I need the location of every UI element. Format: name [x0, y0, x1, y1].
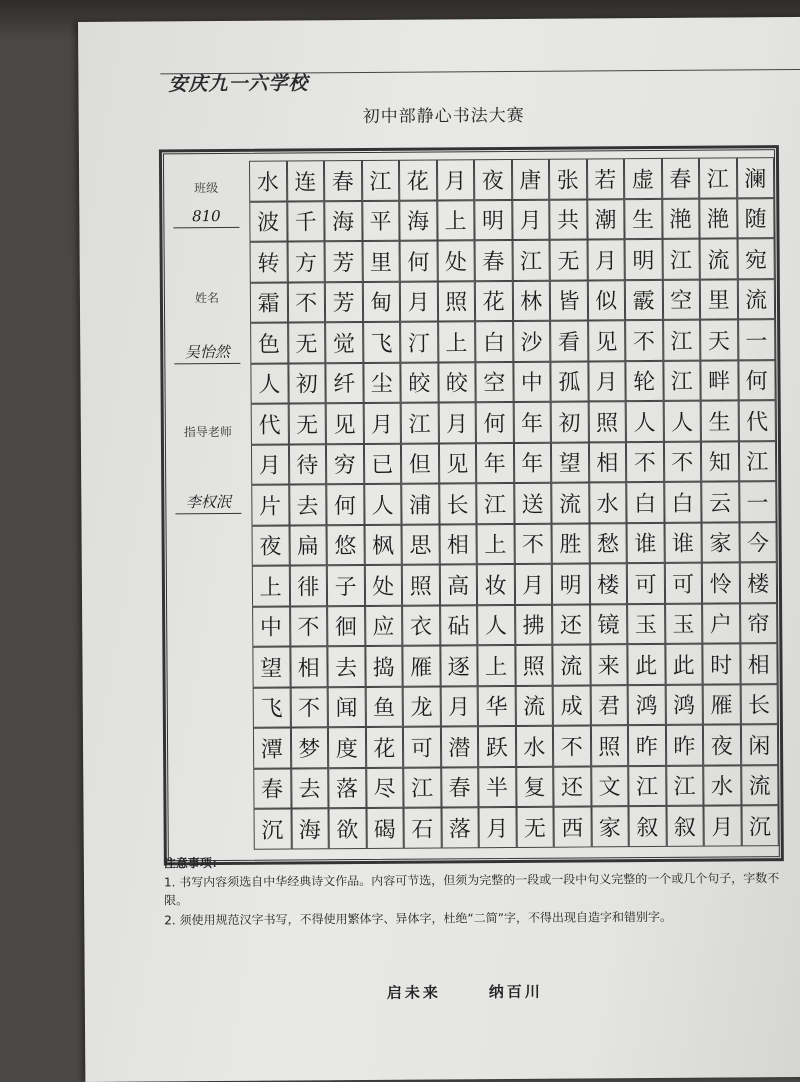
grid-cell: 觉 — [325, 322, 363, 363]
grid-cell: 龙 — [403, 686, 441, 727]
calligraphy-sheet — [78, 17, 800, 1082]
grid-cell: 虚 — [624, 158, 662, 199]
grid-cell: 月 — [363, 403, 401, 444]
grid-cell: 还 — [553, 766, 591, 807]
slogan-right: 纳百川 — [488, 982, 543, 1002]
grid-cell: 雁 — [402, 645, 440, 686]
grid-cell: 去 — [327, 646, 365, 687]
grid-cell: 方 — [287, 241, 325, 282]
grid-cell: 此 — [627, 644, 665, 685]
grid-cell: 流 — [741, 765, 779, 806]
grid-cell: 上 — [477, 645, 515, 686]
grid-cell: 捣 — [365, 646, 403, 687]
contest-title: 初中部静心书法大赛 — [362, 105, 525, 128]
grid-cell: 明 — [552, 563, 590, 604]
grid-cell: 白 — [626, 482, 664, 523]
grid-cell: 时 — [702, 643, 740, 684]
grid-cell: 扁 — [289, 525, 327, 566]
grid-cell: 流 — [737, 279, 775, 320]
grid-cell: 春 — [441, 767, 479, 808]
grid-cell: 不 — [514, 523, 552, 564]
grid-cell: 滟 — [662, 198, 700, 239]
grid-cell: 看 — [550, 320, 588, 361]
grid-cell: 不 — [553, 725, 591, 766]
grid-cell: 来 — [590, 644, 628, 685]
grid-cell: 见 — [588, 320, 626, 361]
grid-cell: 闲 — [740, 724, 778, 765]
grid-cell: 上 — [437, 200, 475, 241]
grid-cell: 落 — [328, 768, 366, 809]
grid-cell: 文 — [591, 766, 629, 807]
info-column — [163, 153, 254, 862]
grid-cell: 江 — [663, 360, 701, 401]
grid-cell: 江 — [401, 402, 439, 443]
grid-cell: 徘 — [289, 565, 327, 606]
grid-cell: 江 — [628, 765, 666, 806]
grid-cell: 何 — [738, 360, 776, 401]
grid-cell: 思 — [402, 524, 440, 565]
grid-cell: 跃 — [478, 726, 516, 767]
slogan-left: 启未来 — [386, 983, 441, 1002]
grid-cell: 水 — [249, 161, 287, 202]
name-label: 姓名 — [194, 291, 219, 306]
grid-cell: 飞 — [253, 687, 291, 728]
grid-cell: 闻 — [328, 687, 366, 728]
teacher-underline — [175, 513, 241, 514]
grid-cell: 水 — [589, 482, 627, 523]
grid-cell: 云 — [701, 481, 739, 522]
grid-cell: 江 — [663, 320, 701, 361]
grid-cell: 春 — [475, 240, 513, 281]
grid-cell: 年 — [476, 442, 514, 483]
grid-cell: 代 — [251, 404, 289, 445]
grid-cell: 花 — [399, 160, 437, 201]
grid-cell: 帘 — [740, 603, 778, 644]
notes-heading: 注意事项： — [163, 856, 224, 871]
teacher-value: 李权泯 — [185, 492, 231, 512]
grid-cell: 拂 — [515, 604, 553, 645]
grid-cell: 里 — [362, 241, 400, 282]
grid-cell: 华 — [478, 685, 516, 726]
grid-cell: 照 — [588, 401, 626, 442]
grid-cell: 应 — [365, 605, 403, 646]
grid-cell: 悠 — [327, 525, 365, 566]
grid-cell: 无 — [516, 807, 554, 848]
grid-cell: 芳 — [325, 241, 363, 282]
grid-cell: 天 — [700, 319, 738, 360]
grid-cell: 上 — [252, 566, 290, 607]
grid-cell: 去 — [289, 484, 327, 525]
grid-cell: 昨 — [628, 725, 666, 766]
grid-cell: 人 — [250, 363, 288, 404]
grid-cell: 生 — [624, 198, 662, 239]
grid-cell: 户 — [702, 603, 740, 644]
grid-cell: 人 — [626, 401, 664, 442]
grid-cell: 妆 — [477, 564, 515, 605]
grid-cell: 春 — [253, 768, 291, 809]
grid-cell: 月 — [514, 564, 552, 605]
grid-cell: 鸿 — [665, 684, 703, 725]
grid-cell: 落 — [441, 807, 479, 848]
grid-cell: 照 — [515, 645, 553, 686]
grid-cell: 无 — [288, 322, 326, 363]
grid-cell: 已 — [363, 443, 401, 484]
grid-cell: 江 — [662, 239, 700, 280]
grid-cell: 似 — [587, 280, 625, 321]
grid-cell: 照 — [590, 725, 628, 766]
grid-cell: 春 — [324, 160, 362, 201]
grid-cell: 波 — [249, 201, 287, 242]
grid-cell: 月 — [438, 402, 476, 443]
grid-cell: 砧 — [440, 605, 478, 646]
school-name: 安庆九一六学校 — [168, 72, 309, 96]
grid-cell: 年 — [513, 442, 551, 483]
grid-cell: 片 — [251, 485, 289, 526]
grid-cell: 胜 — [552, 523, 590, 564]
grid-cell: 尽 — [366, 767, 404, 808]
grid-cell: 不 — [625, 320, 663, 361]
grid-cell: 枫 — [364, 524, 402, 565]
grid-cell: 人 — [364, 484, 402, 525]
grid-cell: 高 — [439, 564, 477, 605]
grid-cell: 明 — [474, 199, 512, 240]
grid-cell: 可 — [627, 563, 665, 604]
grid-cell: 梦 — [290, 727, 328, 768]
grid-cell: 家 — [591, 806, 629, 847]
grid-cell: 皎 — [400, 362, 438, 403]
grid-cell: 海 — [324, 201, 362, 242]
grid-cell: 镜 — [590, 604, 628, 645]
grid-cell: 甸 — [362, 281, 400, 322]
grid-cell: 潭 — [253, 728, 291, 769]
grid-cell: 一 — [739, 481, 777, 522]
grid-cell: 楼 — [589, 563, 627, 604]
grid-cell: 叙 — [666, 806, 704, 847]
grid-cell: 尘 — [363, 362, 401, 403]
grid-cell: 夜 — [703, 724, 741, 765]
grid-cell: 皆 — [550, 280, 588, 321]
grid-cell: 鸿 — [628, 684, 666, 725]
note-item-1: 1. 书写内容须选自中华经典诗文作品。内容可节选，但须为完整的一段或一段中句义完整的一个或几个句子，字数不限。 — [163, 871, 780, 908]
grid-cell: 子 — [327, 565, 365, 606]
grid-cell: 可 — [664, 563, 702, 604]
grid-cell: 长 — [740, 684, 778, 725]
grid-cell: 潮 — [587, 199, 625, 240]
grid-cell: 流 — [552, 644, 590, 685]
grid-cell: 相 — [439, 524, 477, 565]
grid-cell: 西 — [553, 806, 591, 847]
grid-cell: 江 — [361, 160, 399, 201]
grid-cell: 处 — [364, 565, 402, 606]
grid-cell: 江 — [699, 157, 737, 198]
grid-cell: 上 — [438, 321, 476, 362]
grid-cell: 共 — [549, 199, 587, 240]
note-item-2: 2. 须使用规范汉字书写，不得使用繁体字、异体字，杜绝“二简”字，不得出现自造字和错别字。 — [164, 909, 673, 928]
class-value: 810 — [191, 207, 221, 226]
grid-cell: 昨 — [665, 725, 703, 766]
grid-cell: 人 — [477, 604, 515, 645]
grid-cell: 待 — [288, 444, 326, 485]
grid-cell: 潜 — [440, 726, 478, 767]
grid-cell: 江 — [738, 441, 776, 482]
grid-cell: 愁 — [589, 523, 627, 564]
grid-cell: 但 — [401, 443, 439, 484]
grid-cell: 初 — [288, 363, 326, 404]
grid-cell: 飞 — [363, 322, 401, 363]
grid-cell: 千 — [287, 201, 325, 242]
grid-cell: 望 — [252, 647, 290, 688]
grid-cell: 张 — [549, 158, 587, 199]
grid-cell: 澜 — [736, 157, 774, 198]
grid-cell: 连 — [286, 160, 324, 201]
grid-cell: 江 — [512, 240, 550, 281]
grid-cell: 江 — [666, 765, 704, 806]
grid-cell: 半 — [478, 766, 516, 807]
grid-cell: 成 — [553, 685, 591, 726]
grid-cell: 孤 — [550, 361, 588, 402]
grid-cell: 鱼 — [365, 686, 403, 727]
grid-cell: 芳 — [325, 282, 363, 323]
grid-cell: 花 — [475, 280, 513, 321]
grid-cell: 空 — [475, 361, 513, 402]
grid-cell: 怜 — [702, 562, 740, 603]
grid-cell: 雁 — [703, 684, 741, 725]
grid-cell: 沉 — [741, 805, 779, 846]
grid-cell: 春 — [661, 158, 699, 199]
grid-cell: 石 — [403, 807, 441, 848]
grid-cell: 处 — [437, 240, 475, 281]
grid-cell: 宛 — [737, 238, 775, 279]
grid-cell: 逐 — [440, 645, 478, 686]
grid-cell: 白 — [664, 482, 702, 523]
grid-cell: 还 — [552, 604, 590, 645]
grid-cell: 无 — [550, 239, 588, 280]
grid-cell: 君 — [590, 685, 628, 726]
grid-cell: 玉 — [665, 603, 703, 644]
grid-cell: 月 — [703, 805, 741, 846]
grid-cell: 江 — [476, 483, 514, 524]
grid-cell: 汀 — [400, 321, 438, 362]
grid-cell: 欲 — [328, 808, 366, 849]
grid-cell: 不 — [663, 441, 701, 482]
grid-cell: 沉 — [253, 809, 291, 850]
grid-cell: 皎 — [438, 362, 476, 403]
grid-cell: 上 — [477, 523, 515, 564]
grid-cell: 江 — [403, 767, 441, 808]
grid-cell: 月 — [440, 686, 478, 727]
name-value: 吴怡然 — [184, 342, 230, 362]
grid-cell: 徊 — [327, 606, 365, 647]
grid-cell: 相 — [588, 442, 626, 483]
grid-cell: 穷 — [326, 444, 364, 485]
grid-cell: 照 — [402, 564, 440, 605]
grid-cell: 谁 — [664, 522, 702, 563]
grid-cell: 随 — [737, 198, 775, 239]
grid-cell: 水 — [515, 726, 553, 767]
grid-cell: 度 — [328, 727, 366, 768]
grid-cell: 海 — [291, 808, 329, 849]
grid-cell: 衣 — [402, 605, 440, 646]
grid-cell: 送 — [514, 483, 552, 524]
grid-cell: 长 — [439, 483, 477, 524]
grid-cell: 人 — [663, 401, 701, 442]
grid-cell: 色 — [250, 323, 288, 364]
grid-cell: 明 — [625, 239, 663, 280]
grid-cell: 何 — [476, 402, 514, 443]
grid-cell: 霜 — [250, 282, 288, 323]
grid-cell: 转 — [250, 242, 288, 283]
teacher-label: 指导老师 — [183, 424, 232, 440]
grid-cell: 林 — [512, 280, 550, 321]
class-underline — [173, 227, 239, 228]
grid-cell: 花 — [365, 727, 403, 768]
grid-cell: 里 — [700, 279, 738, 320]
grid-cell: 不 — [290, 606, 328, 647]
grid-cell: 可 — [403, 726, 441, 767]
grid-cell: 玉 — [627, 603, 665, 644]
grid-cell: 霰 — [625, 279, 663, 320]
grid-cell: 轮 — [625, 360, 663, 401]
grid-cell: 代 — [738, 400, 776, 441]
grid-cell: 谁 — [627, 522, 665, 563]
grid-cell: 相 — [290, 646, 328, 687]
grid-cell: 沙 — [513, 321, 551, 362]
grid-cell: 见 — [438, 443, 476, 484]
grid-cell: 生 — [701, 400, 739, 441]
grid-cell: 月 — [436, 159, 474, 200]
grid-cell: 流 — [515, 685, 553, 726]
grid-cell: 夜 — [474, 159, 512, 200]
grid-cell: 空 — [662, 279, 700, 320]
grid-cell: 平 — [362, 200, 400, 241]
grid-cell: 中 — [252, 606, 290, 647]
grid-cell: 初 — [551, 401, 589, 442]
name-underline — [174, 363, 240, 364]
grid-cell: 月 — [400, 281, 438, 322]
grid-cell: 流 — [700, 238, 738, 279]
grid-cell: 白 — [475, 321, 513, 362]
grid-cell: 望 — [551, 442, 589, 483]
grid-cell: 畔 — [700, 360, 738, 401]
grid-cell: 叙 — [628, 806, 666, 847]
grid-cell: 此 — [665, 644, 703, 685]
grid-cell: 不 — [287, 282, 325, 323]
grid-cell: 不 — [626, 441, 664, 482]
grid-cell: 月 — [251, 444, 289, 485]
grid-cell: 月 — [587, 239, 625, 280]
grid-cell: 年 — [513, 402, 551, 443]
grid-cell: 纤 — [325, 363, 363, 404]
grid-cell: 照 — [437, 281, 475, 322]
grid-cell: 相 — [740, 643, 778, 684]
grid-cell: 家 — [702, 522, 740, 563]
grid-cell: 碣 — [366, 808, 404, 849]
grid-cell: 夜 — [252, 525, 290, 566]
grid-cell: 复 — [516, 766, 554, 807]
grid-cell: 无 — [288, 403, 326, 444]
grid-cell: 楼 — [739, 562, 777, 603]
grid-cell: 水 — [703, 765, 741, 806]
grid-cell: 不 — [290, 687, 328, 728]
grid-cell: 去 — [291, 768, 329, 809]
grid-cell: 唐 — [511, 159, 549, 200]
grid-cell: 滟 — [699, 198, 737, 239]
grid-cell: 今 — [739, 522, 777, 563]
grid-cell: 若 — [586, 158, 624, 199]
grid-cell: 中 — [513, 361, 551, 402]
grid-cell: 月 — [588, 361, 626, 402]
grid-cell: 何 — [326, 484, 364, 525]
grid-cell: 月 — [512, 199, 550, 240]
grid-cell: 知 — [701, 441, 739, 482]
class-label: 班级 — [194, 181, 219, 196]
grid-cell: 海 — [399, 200, 437, 241]
grid-cell: 浦 — [401, 483, 439, 524]
grid-cell: 何 — [400, 240, 438, 281]
grid-cell: 一 — [738, 319, 776, 360]
grid-cell: 流 — [551, 482, 589, 523]
grid-cell: 见 — [326, 403, 364, 444]
grid-cell: 月 — [478, 807, 516, 848]
